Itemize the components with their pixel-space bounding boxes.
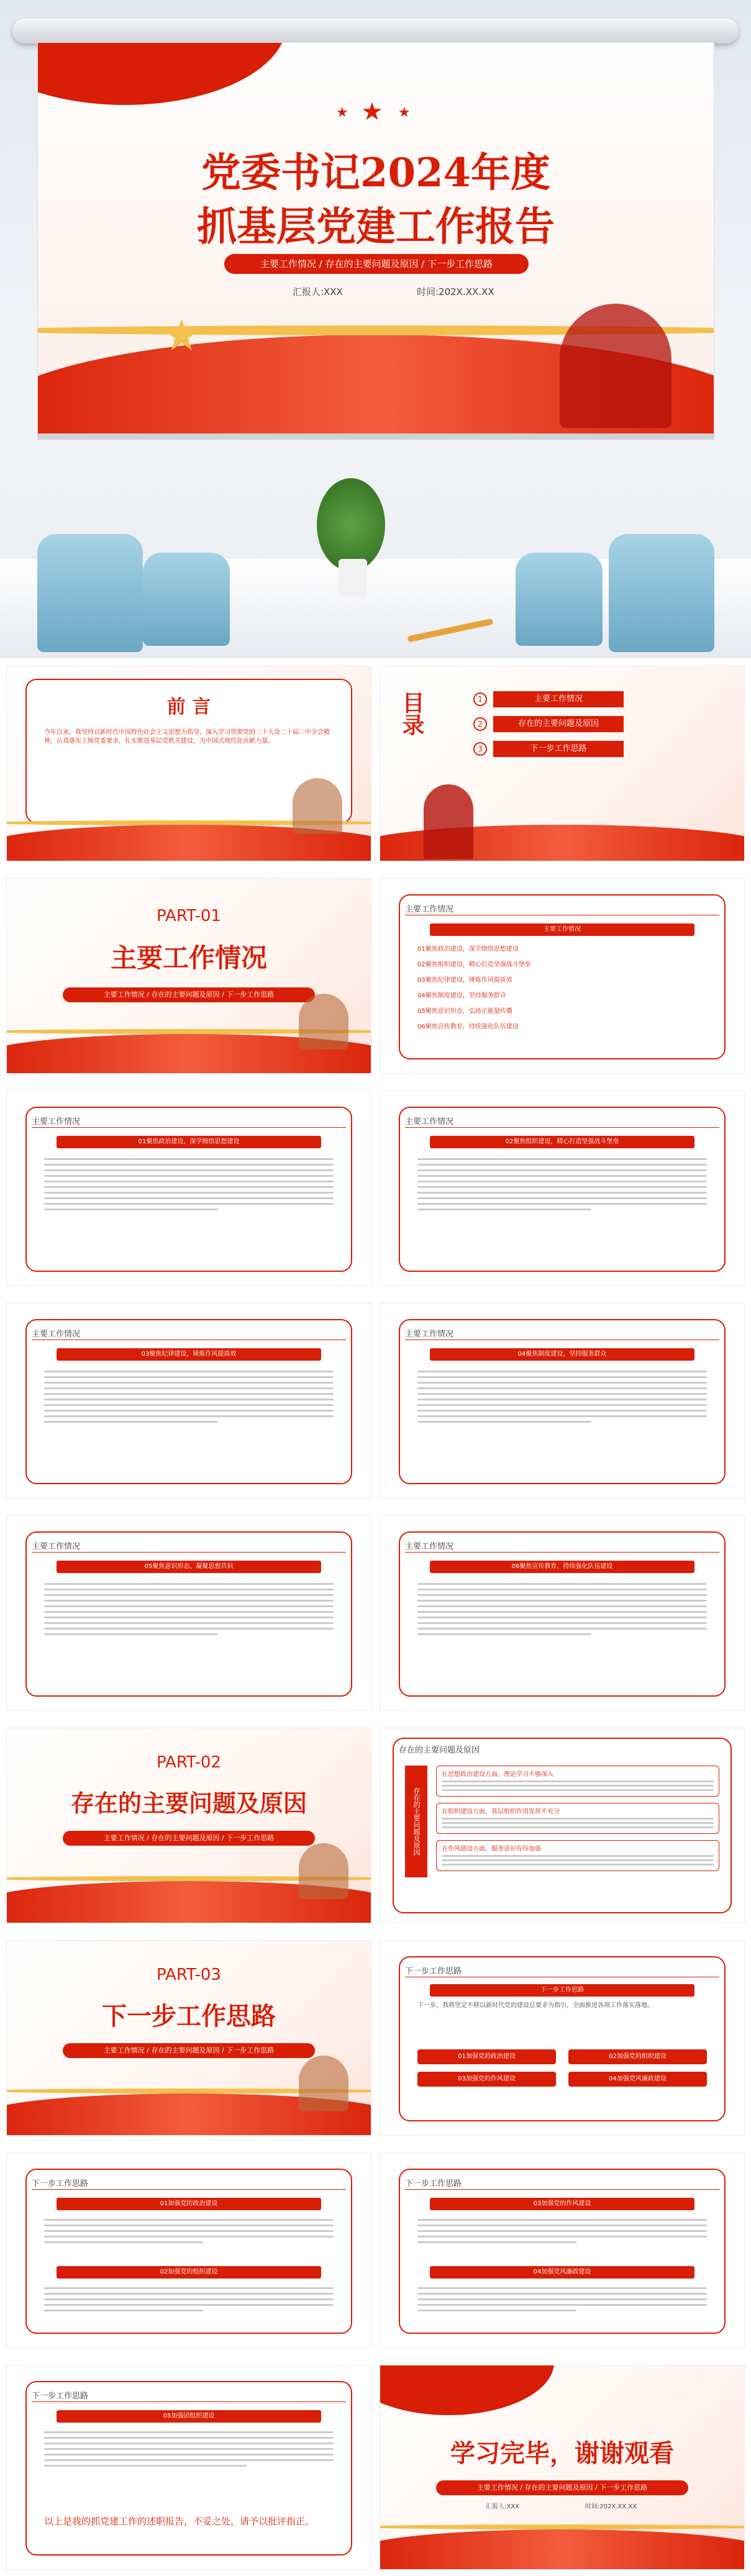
decor-wave — [380, 2365, 554, 2415]
slide-header: 主要工作情况 — [32, 1117, 81, 1127]
body-text-lines — [417, 1154, 707, 1214]
next-text: 下一步，我将坚定不移以新时代党的建设总要求为指引，全面推进各项工作落实落地。 — [417, 2002, 653, 2009]
header-divider — [405, 1552, 719, 1553]
toc-list — [473, 691, 624, 766]
slide-part2 — [6, 1728, 371, 1923]
part3-title: 下一步工作思路 — [102, 2002, 276, 2031]
cover-subtitle: 主要工作情况 / 存在的主要问题及原因 / 下一步工作思路 — [224, 254, 529, 274]
part2-label: PART-02 — [157, 1753, 221, 1772]
work-list-item: 01聚焦政治建设，深学细悟思想建设 — [417, 946, 519, 953]
part1-label: PART-01 — [157, 907, 221, 925]
section-bar: 02加强党的组织建设 — [57, 2266, 321, 2279]
decor-gold-line — [380, 2524, 745, 2529]
cover-date: 时间:202X.XX.XX — [417, 286, 494, 297]
chair-decor — [516, 553, 603, 646]
toc-item — [473, 691, 624, 707]
body-text-lines — [417, 2215, 707, 2247]
projector-bar — [12, 19, 739, 43]
slide-header: 主要工作情况 — [32, 1542, 81, 1551]
section-bar: 下一步工作思路 — [430, 1984, 694, 1997]
slide-toc — [380, 666, 745, 861]
slide-next-detail — [6, 2152, 371, 2348]
slide-header: 下一步工作思路 — [32, 2392, 89, 2401]
toc-number: 2 — [473, 717, 487, 731]
slide-next-detail — [380, 2152, 745, 2348]
slide-header: 主要工作情况 — [405, 905, 454, 914]
toc-number: 1 — [473, 692, 487, 706]
lion-statue-decor — [299, 994, 348, 1050]
next-item: 04加强党风廉政建设 — [568, 2072, 707, 2087]
toc-item — [473, 741, 624, 757]
cover-mockup — [0, 0, 751, 658]
section-bar: 04加强党风廉政建设 — [430, 2266, 694, 2279]
slide-preface — [6, 666, 371, 861]
header-divider — [32, 1552, 346, 1553]
screen-bottom-bar — [37, 433, 714, 440]
slide-header: 下一步工作思路 — [405, 1967, 462, 1976]
body-text-lines — [44, 2283, 334, 2315]
body-text-lines — [44, 1579, 334, 1639]
section-bar: 04聚焦制度建设，坚持服务群众 — [430, 1348, 694, 1361]
slide-header: 主要工作情况 — [405, 1117, 454, 1127]
part2-title: 存在的主要问题及原因 — [70, 1789, 307, 1817]
cover-title-line2: 抓基层党建工作报告 — [197, 204, 555, 250]
work-list-item: 03聚焦纪律建设，锤炼作风提质效 — [417, 977, 512, 984]
chair-decor — [143, 553, 230, 646]
problem-title: 在作风建设方面，服务意识有待加强 — [442, 1846, 541, 1853]
part2-pill: 主要工作情况 / 存在的主要问题及原因 / 下一步工作思路 — [63, 1831, 315, 1846]
header-divider — [32, 2401, 346, 2402]
header-divider — [32, 2189, 346, 2190]
part1-pill: 主要工作情况 / 存在的主要问题及原因 / 下一步工作思路 — [63, 987, 315, 1002]
section-bar: 01加强党的政治建设 — [57, 2198, 321, 2210]
header-divider — [405, 2189, 719, 2190]
section-bar: 02聚焦组织建设，精心打造坚强战斗堡垒 — [430, 1136, 694, 1148]
section-bar: 05聚焦意识形态，凝聚思想共识 — [57, 1561, 321, 1573]
section-bar: 03聚焦纪律建设，锤炼作风提质效 — [57, 1348, 321, 1361]
cover-title-line1: 党委书记2024年度 — [201, 150, 551, 196]
work-list-item: 04聚焦制度建设，坚持服务群众 — [417, 992, 506, 999]
problem-item — [436, 1766, 719, 1797]
preface-text: 今年以来，我坚持以新时代中国特色社会主义思想为指导，深入学习贯彻党的二十大及二十届三中全会精神，认真落实上级党委要求，扎实推进基层党机关建设，为中国式现代化贡献力量。 — [44, 729, 330, 745]
preface-title: 前 言 — [166, 696, 211, 718]
problem-title: 在组织建设方面，基层组织作用发挥不充分 — [442, 1808, 560, 1815]
slide-header: 主要工作情况 — [405, 1542, 454, 1551]
soldier-silhouette — [424, 784, 473, 859]
part3-label: PART-03 — [157, 1966, 221, 1984]
slide-header: 下一步工作思路 — [405, 2179, 462, 2188]
end-title: 学习完毕，谢谢观看 — [450, 2439, 674, 2468]
slide-part3 — [6, 1940, 371, 2136]
slide-work-detail — [6, 1091, 371, 1286]
toc-item-label: 主要工作情况 — [493, 691, 624, 707]
lion-statue-decor — [293, 778, 342, 834]
slide-part1 — [6, 878, 371, 1074]
toc-label: 目录 — [399, 691, 424, 736]
toc-item — [473, 716, 624, 732]
header-divider — [405, 1127, 719, 1128]
work-list-item: 05聚焦意识形态，弘扬正能量传播 — [417, 1008, 512, 1015]
next-item: 02加强党的组织建设 — [568, 2049, 707, 2064]
slide-header: 下一步工作思路 — [32, 2179, 89, 2188]
toc-item-label: 存在的主要问题及原因 — [493, 716, 624, 732]
body-text-lines — [44, 1367, 334, 1426]
work-list-item: 02聚焦组织建设，精心打造坚强战斗堡垒 — [417, 961, 531, 968]
slide-end — [380, 2365, 745, 2570]
slide-header: 主要工作情况 — [405, 1330, 454, 1339]
cover-reporter: 汇报人:XXX — [293, 286, 343, 297]
body-text-lines — [44, 1154, 334, 1214]
plant-decor — [317, 478, 385, 571]
part3-pill: 主要工作情况 / 存在的主要问题及原因 / 下一步工作思路 — [63, 2043, 315, 2058]
next-item: 01加强党的政治建设 — [417, 2049, 556, 2064]
slide-work-detail — [6, 1515, 371, 1711]
end-date: 时间:202X.XX.XX — [585, 2503, 637, 2510]
problems-side-label: 存在的主要问题及原因 — [405, 1766, 427, 1877]
end-pill: 主要工作情况 / 存在的主要问题及原因 / 下一步工作思路 — [436, 2480, 688, 2495]
slide-work-detail — [380, 1091, 745, 1286]
problem-list — [436, 1766, 719, 1877]
content-card — [399, 1956, 726, 2121]
star-icon: ★ — [361, 98, 383, 126]
star-icon: ★ — [398, 105, 411, 120]
slide-work-detail — [380, 1303, 745, 1499]
closing-text: 以上是我的抓党建工作的述职报告，不妥之处，请予以批评指正。 — [44, 2516, 315, 2527]
slide-work-list — [380, 878, 745, 1074]
slide-closing — [6, 2365, 371, 2570]
chair-decor — [609, 534, 714, 652]
section-bar: 03加强党的作风建设 — [430, 2198, 694, 2210]
slide-header: 主要工作情况 — [32, 1330, 81, 1339]
problem-item — [436, 1840, 719, 1871]
section-bar: 主要工作情况 — [430, 923, 694, 936]
chair-decor — [37, 534, 143, 652]
toc-item-label: 下一步工作思路 — [493, 741, 624, 757]
work-list — [417, 943, 707, 1036]
lion-statue-decor — [299, 2056, 348, 2111]
lion-statue-decor — [299, 1843, 348, 1899]
section-bar: 06聚焦宣传教育，持续强化队伍建设 — [430, 1561, 694, 1573]
body-text-lines — [417, 1579, 707, 1639]
decor-wave — [380, 2529, 745, 2570]
body-text-lines — [417, 2283, 707, 2315]
slide-next-overview — [380, 1940, 745, 2136]
problem-title: 在思想政治建设方面，理论学习不够深入 — [442, 1771, 553, 1778]
problem-item — [436, 1803, 719, 1834]
next-buttons — [417, 2049, 707, 2087]
cover-slide — [37, 42, 714, 435]
body-text-lines — [417, 1367, 707, 1426]
section-bar: 01聚焦政治建设，深学细悟思想建设 — [57, 1136, 321, 1148]
toc-number: 3 — [473, 742, 487, 756]
header-divider — [32, 1127, 346, 1128]
slide-problems — [380, 1728, 745, 1923]
slide-work-detail — [6, 1303, 371, 1499]
pot-decor — [339, 559, 367, 596]
decor-wave — [37, 42, 286, 105]
work-list-item: 06聚焦宣传教育，持续强化队伍建设 — [417, 1023, 519, 1030]
next-item: 03加强党的作风建设 — [417, 2072, 556, 2087]
body-text-lines — [44, 2428, 334, 2470]
body-text-lines — [44, 2215, 334, 2247]
slide-work-detail — [380, 1515, 745, 1711]
part1-title: 主要工作情况 — [110, 943, 267, 973]
star-icon: ★ — [336, 105, 348, 120]
trumpeter-silhouette — [560, 304, 671, 428]
section-bar: 05加强团组织建设 — [57, 2410, 321, 2423]
end-reporter: 汇报人:XXX — [486, 2503, 519, 2510]
gold-star-icon: ★ — [162, 310, 201, 361]
slide-header: 存在的主要问题及原因 — [399, 1746, 480, 1755]
